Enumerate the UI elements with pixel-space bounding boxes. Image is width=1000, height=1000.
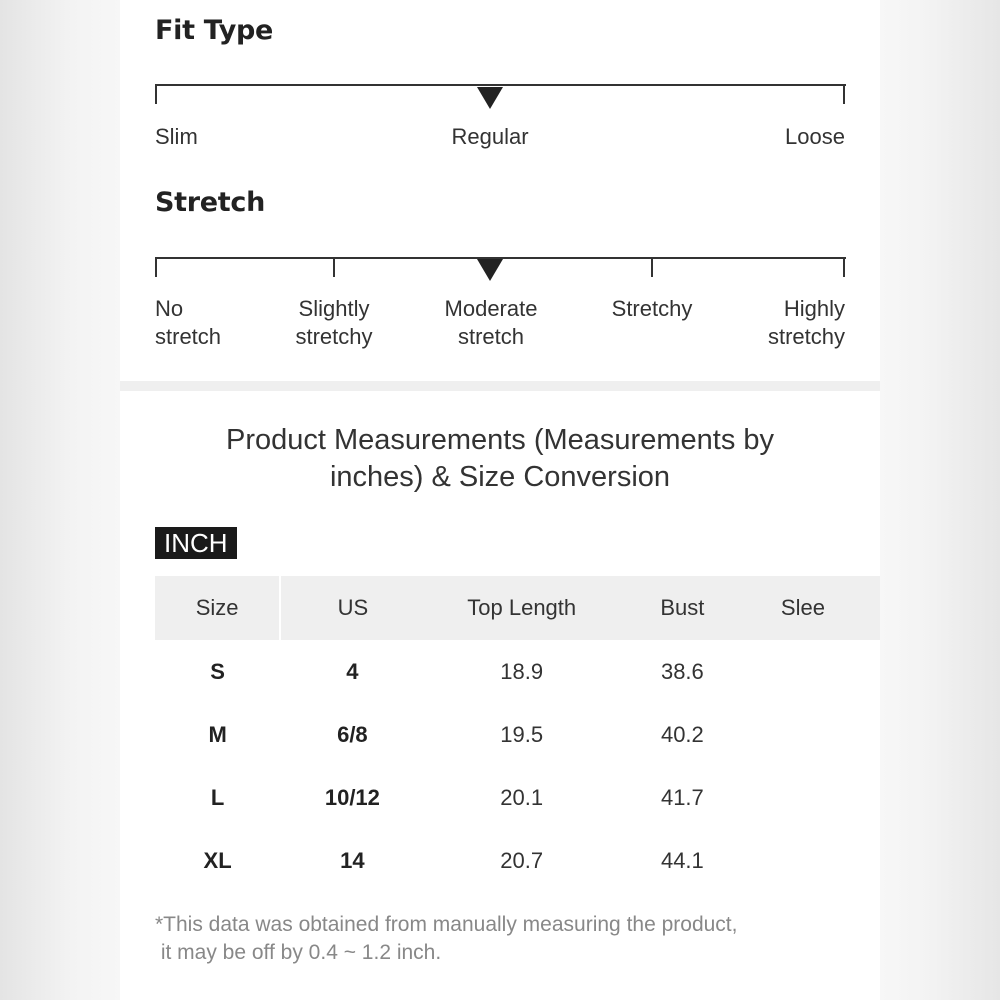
fit-type-option-loose: Loose <box>785 124 845 149</box>
header-sleeve: Slee <box>746 576 880 640</box>
table-row <box>155 703 880 766</box>
fit-type-tick-loose <box>843 84 845 104</box>
cell-bust: 38.6 <box>660 658 704 684</box>
cell-bust: 41.7 <box>660 784 704 810</box>
fit-type-option-regular: Regular <box>451 124 529 149</box>
header-top-length: Top Length <box>425 576 619 640</box>
stretch-option-moderate-stretch: Moderate stretch <box>444 296 538 349</box>
cell-size: M <box>208 721 227 747</box>
stretch-title: Stretch <box>155 187 266 218</box>
cell-size: XL <box>203 847 232 873</box>
fit-type-tick-slim <box>155 84 157 104</box>
cell-size: S <box>210 658 225 684</box>
table-row <box>155 829 880 892</box>
stretch-tick-no <box>155 257 157 277</box>
background-right <box>880 0 1000 1000</box>
cell-sleeve <box>746 703 880 766</box>
stretch-selected-marker <box>477 259 503 281</box>
measurements-heading: Product Measurements (Measurements by inches) & Size Conversion <box>226 424 774 493</box>
stretch-option-slightly-stretchy: Slightly stretchy <box>295 296 373 349</box>
cell-sleeve <box>746 829 880 892</box>
header-us: US <box>280 576 424 640</box>
fit-type-selected-marker <box>477 87 503 109</box>
cell-sleeve <box>746 640 880 703</box>
cell-us: 14 <box>340 847 365 873</box>
background-left <box>0 0 120 1000</box>
header-size: Size <box>155 576 280 640</box>
header-bust: Bust <box>619 576 746 640</box>
cell-top-length: 19.5 <box>500 721 544 747</box>
unit-badge: INCH <box>155 527 237 559</box>
fit-type-option-slim: Slim <box>155 124 198 149</box>
fit-type-title: Fit Type <box>155 15 274 46</box>
cell-us: 6/8 <box>337 721 368 747</box>
table-row <box>155 766 880 829</box>
stretch-option-no-stretch: No stretch <box>155 296 222 349</box>
cell-top-length: 20.7 <box>500 847 544 873</box>
cell-us: 10/12 <box>324 784 380 810</box>
stretch-tick-stretchy <box>651 257 653 277</box>
size-table-header <box>155 576 880 640</box>
measurement-disclaimer: *This data was obtained from manually measuring the product, it may be off by 0.4 ~ 1.2 inch. <box>155 913 738 964</box>
measurements-card <box>120 391 880 1000</box>
fit-stretch-card <box>120 0 880 381</box>
cell-bust: 40.2 <box>660 721 704 747</box>
cell-top-length: 20.1 <box>500 784 544 810</box>
stretch-option-highly-stretchy: Highly stretchy <box>767 296 845 349</box>
fit-type-scale-line <box>156 84 846 86</box>
stretch-option-stretchy: Stretchy <box>611 296 693 321</box>
table-row <box>155 640 880 703</box>
cell-size: L <box>210 784 225 810</box>
cell-top-length: 18.9 <box>500 658 544 684</box>
stretch-tick-highly <box>843 257 845 277</box>
cell-us: 4 <box>346 658 359 684</box>
cell-bust: 44.1 <box>660 847 704 873</box>
stretch-tick-slightly <box>333 257 335 277</box>
size-table <box>155 576 880 892</box>
cell-sleeve <box>746 766 880 829</box>
